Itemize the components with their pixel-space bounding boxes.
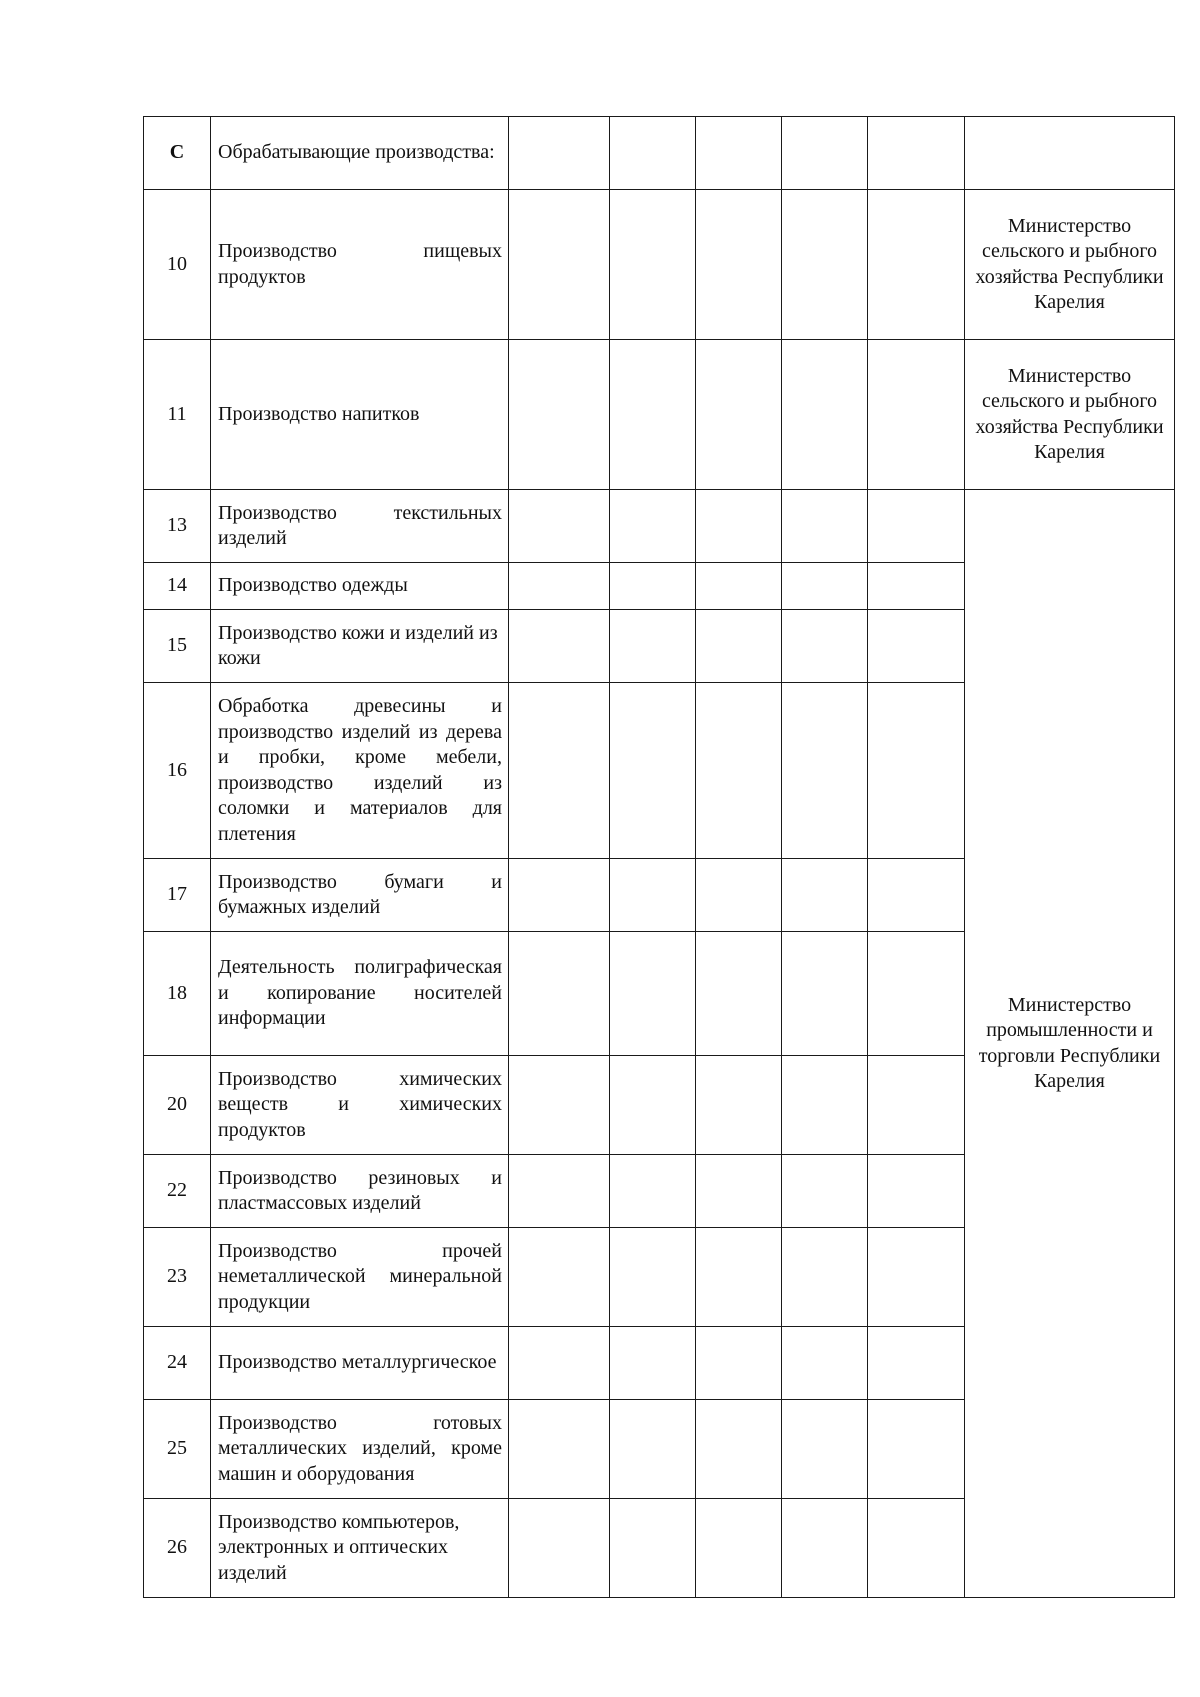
- empty-cell: [782, 1499, 868, 1598]
- row-code: 26: [144, 1499, 211, 1598]
- empty-cell: [509, 563, 610, 610]
- empty-cell: [868, 490, 965, 563]
- empty-cell: [868, 1327, 965, 1400]
- empty-cell: [696, 490, 782, 563]
- empty-cell: [868, 1228, 965, 1327]
- row-code: 15: [144, 610, 211, 683]
- empty-cell: [696, 1327, 782, 1400]
- empty-cell: [868, 190, 965, 340]
- empty-cell: [696, 1155, 782, 1228]
- activity-table: [143, 116, 1175, 1598]
- row-name: Производство прочей неметаллической минеральной продукции: [211, 1228, 509, 1327]
- empty-cell: [696, 563, 782, 610]
- empty-cell: [509, 1056, 610, 1155]
- row-name: Производство химических веществ и химических продуктов: [211, 1056, 509, 1155]
- table-row-section: [144, 117, 1175, 190]
- empty-cell: [696, 932, 782, 1056]
- row-name: Производство готовых металлических изделий, кроме машин и оборудования: [211, 1400, 509, 1499]
- empty-cell: [782, 1056, 868, 1155]
- row-code: 16: [144, 683, 211, 859]
- row-name: Производство металлургическое: [211, 1327, 509, 1400]
- empty-cell: [509, 1400, 610, 1499]
- row-name: Производство компьютеров, электронных и оптических изделий: [211, 1499, 509, 1598]
- empty-cell: [610, 563, 696, 610]
- empty-cell: [610, 1327, 696, 1400]
- empty-cell: [782, 932, 868, 1056]
- empty-cell: [509, 1228, 610, 1327]
- empty-cell: [610, 1400, 696, 1499]
- row-name: Деятельность полиграфическая и копирование носителей информации: [211, 932, 509, 1056]
- empty-cell: [696, 1400, 782, 1499]
- empty-cell: [868, 932, 965, 1056]
- row-code: 14: [144, 563, 211, 610]
- row-code: 17: [144, 859, 211, 932]
- row-name: Производство напитков: [211, 340, 509, 490]
- empty-cell: [509, 683, 610, 859]
- empty-cell: [782, 117, 868, 190]
- empty-cell: [965, 117, 1175, 190]
- empty-cell: [610, 859, 696, 932]
- empty-cell: [509, 932, 610, 1056]
- empty-cell: [509, 340, 610, 490]
- empty-cell: [696, 1228, 782, 1327]
- row-code: 24: [144, 1327, 211, 1400]
- section-code: С: [144, 117, 211, 190]
- row-organization: Министерство сельского и рыбного хозяйства Республики Карелия: [965, 190, 1175, 340]
- empty-cell: [782, 1155, 868, 1228]
- empty-cell: [696, 610, 782, 683]
- empty-cell: [509, 859, 610, 932]
- empty-cell: [868, 1499, 965, 1598]
- empty-cell: [610, 190, 696, 340]
- row-name: Обработка древесины и производство изделий из дерева и пробки, кроме мебели, производство изделий из соломки и материалов для плетения: [211, 683, 509, 859]
- merged-organization: Министерство промышленности и торговли Республики Карелия: [965, 490, 1175, 1598]
- row-code: 23: [144, 1228, 211, 1327]
- empty-cell: [610, 610, 696, 683]
- empty-cell: [610, 1155, 696, 1228]
- empty-cell: [610, 490, 696, 563]
- empty-cell: [868, 563, 965, 610]
- row-code: 13: [144, 490, 211, 563]
- empty-cell: [782, 1400, 868, 1499]
- row-code: 20: [144, 1056, 211, 1155]
- empty-cell: [509, 1327, 610, 1400]
- empty-cell: [696, 340, 782, 490]
- empty-cell: [696, 683, 782, 859]
- empty-cell: [868, 859, 965, 932]
- empty-cell: [696, 1499, 782, 1598]
- row-name: Производство резиновых и пластмассовых изделий: [211, 1155, 509, 1228]
- empty-cell: [868, 683, 965, 859]
- empty-cell: [868, 610, 965, 683]
- row-name: Производство одежды: [211, 563, 509, 610]
- empty-cell: [509, 1499, 610, 1598]
- row-code: 22: [144, 1155, 211, 1228]
- table-row: [144, 190, 1175, 340]
- row-code: 25: [144, 1400, 211, 1499]
- empty-cell: [610, 1499, 696, 1598]
- empty-cell: [782, 340, 868, 490]
- empty-cell: [610, 932, 696, 1056]
- row-name: Производство пищевых продуктов: [211, 190, 509, 340]
- empty-cell: [782, 1228, 868, 1327]
- empty-cell: [610, 683, 696, 859]
- empty-cell: [782, 683, 868, 859]
- table-row: [144, 340, 1175, 490]
- empty-cell: [782, 859, 868, 932]
- empty-cell: [509, 117, 610, 190]
- empty-cell: [782, 190, 868, 340]
- row-name: Производство кожи и изделий из кожи: [211, 610, 509, 683]
- empty-cell: [696, 190, 782, 340]
- empty-cell: [509, 1155, 610, 1228]
- empty-cell: [782, 1327, 868, 1400]
- table-row: [144, 490, 1175, 563]
- empty-cell: [868, 1155, 965, 1228]
- empty-cell: [696, 1056, 782, 1155]
- empty-cell: [868, 1400, 965, 1499]
- row-code: 11: [144, 340, 211, 490]
- empty-cell: [509, 490, 610, 563]
- row-name: Производство текстильных изделий: [211, 490, 509, 563]
- empty-cell: [610, 1056, 696, 1155]
- empty-cell: [696, 859, 782, 932]
- empty-cell: [782, 610, 868, 683]
- empty-cell: [610, 340, 696, 490]
- empty-cell: [782, 563, 868, 610]
- empty-cell: [868, 117, 965, 190]
- row-code: 18: [144, 932, 211, 1056]
- empty-cell: [610, 117, 696, 190]
- empty-cell: [868, 340, 965, 490]
- section-name: Обрабатывающие производства:: [211, 117, 509, 190]
- row-code: 10: [144, 190, 211, 340]
- row-organization: Министерство сельского и рыбного хозяйства Республики Карелия: [965, 340, 1175, 490]
- empty-cell: [782, 490, 868, 563]
- empty-cell: [509, 190, 610, 340]
- row-name: Производство бумаги и бумажных изделий: [211, 859, 509, 932]
- empty-cell: [868, 1056, 965, 1155]
- empty-cell: [509, 610, 610, 683]
- empty-cell: [696, 117, 782, 190]
- empty-cell: [610, 1228, 696, 1327]
